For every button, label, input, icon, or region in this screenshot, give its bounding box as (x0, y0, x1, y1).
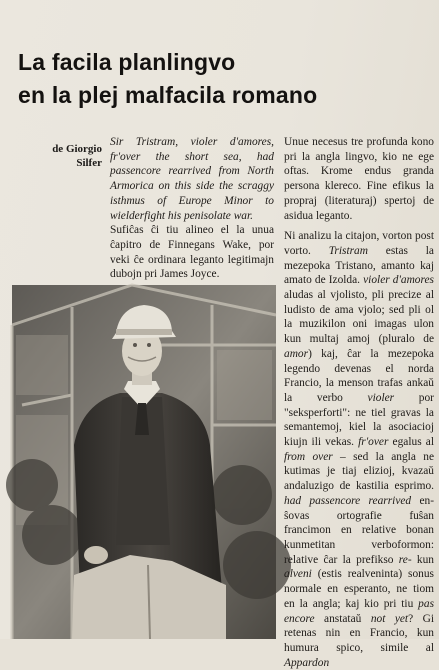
italic-run: violer d'amores (363, 274, 434, 287)
text-run: por "seksperforti": ne tiel gravas la semantemoj, kiel la asociacioj kiujn ili vekas. (284, 391, 434, 449)
italic-run: not yet (370, 612, 409, 625)
epigraph-quote: Sir Tristram, violer d'amores, fr'over the short sea, had passencore rearrived from North Armorica on this side the scraggy isthmus of Europe Minor to wielderfight his penisolate war. (110, 136, 274, 222)
text-run: ? Gi retenas nin en Francio, kun humura spico, simile al (284, 612, 435, 654)
title-line-1: La facila planlingvo (18, 49, 236, 75)
middle-column (110, 135, 274, 282)
article-title (18, 46, 428, 112)
text-run: estas la mezepoka Tristano, amanto kaj amato de Izolda. (284, 244, 434, 287)
italic-run: alveni (284, 568, 312, 581)
byline-line-2: Silfer (76, 157, 102, 169)
italic-run: from over (284, 450, 333, 463)
text-run: anstataŭ (314, 612, 371, 625)
byline-line-1: de Giorgio (52, 143, 102, 155)
text-run: kun (411, 553, 434, 566)
intro-paragraph: Sufiĉas ĉi tiu alineo el la unua ĉapitro de Finnegans Wake, por veki ĉe ordinara leganto legitimajn dubojn pri James Joyce. (110, 224, 274, 281)
text-run: egalus al (388, 436, 434, 449)
right-paragraph-2 (284, 229, 434, 670)
text-run: en-ŝovas ortografie fuŝan francimon en relative bonan kunmetitan verboformon: relative ĉar la prefikso (284, 494, 434, 566)
italic-run: pas encore (284, 597, 434, 625)
text-run: (estis realveninta) sonus normale en esperanto, ne tiom en la angla; kaj kio pri tiu (284, 568, 434, 610)
text-run: ) kaj, ĉar la mezepoka legendo devenas el norda Francio, la menson trafas ankaŭ la verbo (284, 347, 434, 404)
author-byline (40, 142, 102, 170)
right-paragraph-1: Unue necesus tre profunda kono pri la angla lingvo, kio ne ege oftas. Krome endus granda persona klereco. Fine efikus la propraj (literaturaj) spertoj de asidua leganto. (284, 136, 434, 222)
author-photo (12, 285, 276, 639)
portrait-image (12, 285, 276, 639)
right-column (284, 135, 434, 670)
italic-run: re- (398, 553, 412, 566)
title-line-2: en la plej malfacila romano (18, 82, 318, 108)
italic-run: violer (367, 391, 395, 404)
italic-run: fr'over (358, 436, 389, 449)
text-run: Ni analizu la citajon, vorton post vorto. (284, 230, 434, 257)
italic-run: Appardon (284, 656, 330, 669)
italic-run: Tristram (328, 244, 368, 257)
text-run: – sed la angla ne kutimas je tiaj elizioj, kvazaŭ andaluzigo de kastilia esprimo. (284, 450, 434, 493)
text-run: aludas al vjolisto, pli precize al ludisto de ama vjolo; sed pli ol la muzikilon oni imagas ulon kun multaj amoj (pluralo de (284, 289, 434, 346)
italic-run: amor (284, 347, 309, 360)
italic-run: had passencore rearrived (284, 494, 412, 507)
